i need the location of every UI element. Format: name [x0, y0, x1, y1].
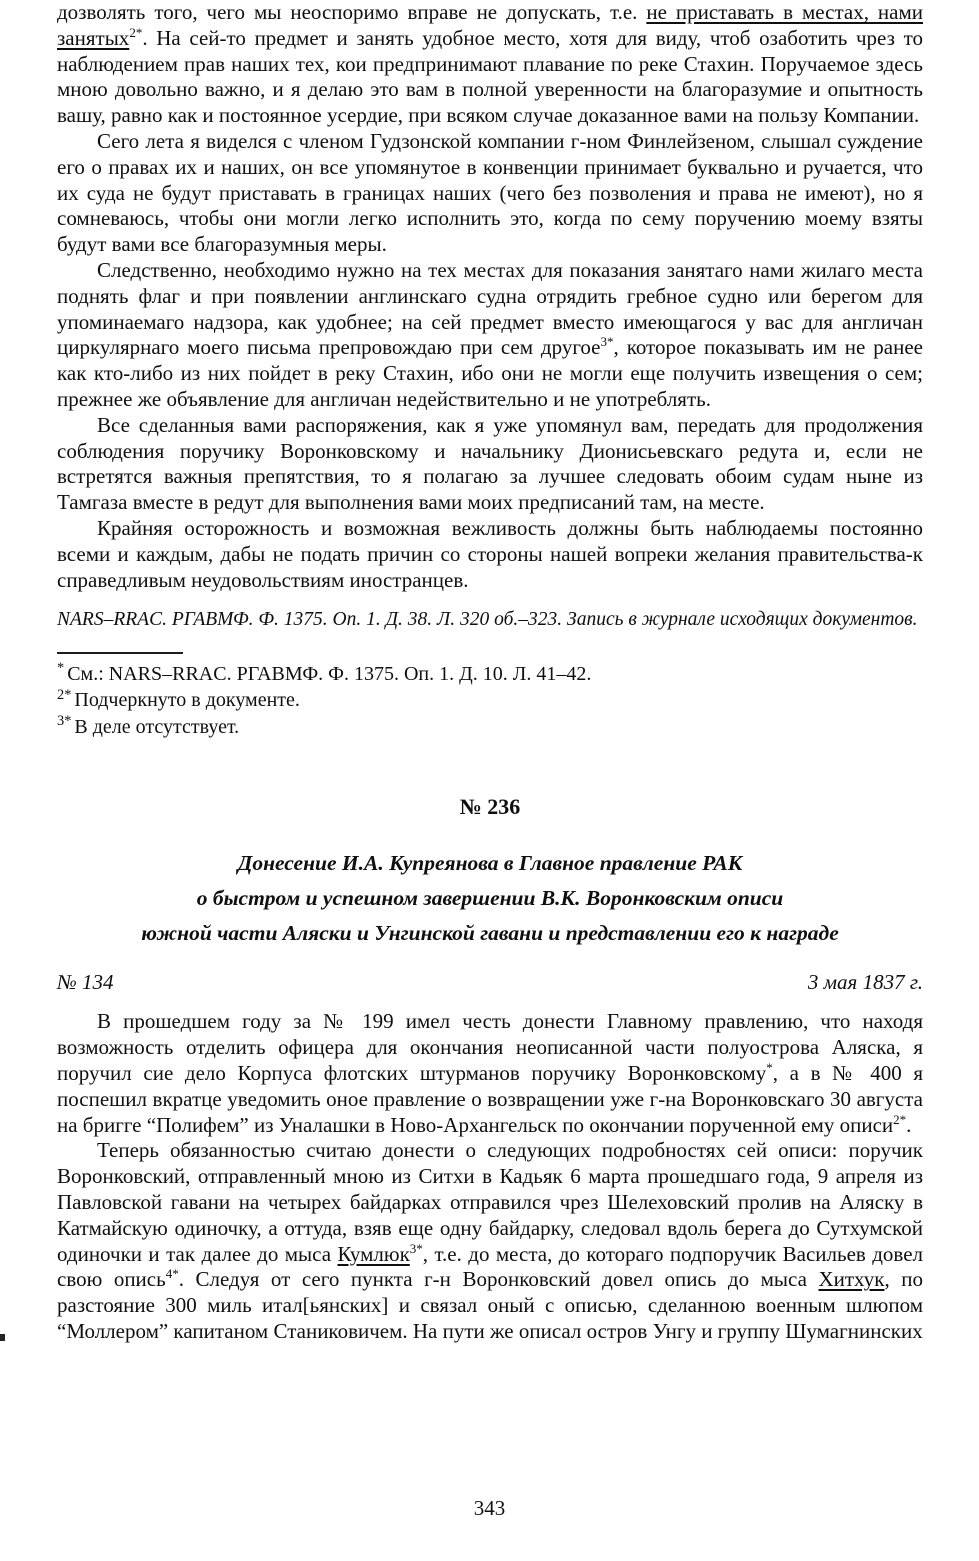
paragraph: Крайняя осторожность и возможная вежливость должны быть наблюдаемы постоянно всеми и каждым, дабы не подать причин со стороны нашей вопреки желания правительства-к справедливым неудовольствиям иностранцев.: [57, 515, 923, 592]
footnote-text: См.: NARS–RRAC. РГАВМФ. Ф. 1375. Оп. 1. Д. 10. Л. 41–42.: [67, 662, 592, 685]
document-meta-row: [57, 969, 923, 995]
archival-source-line: NARS–RRAC. РГАВМФ. Ф. 1375. Оп. 1. Д. 38. Л. 320 об.–323. Запись в журнале исходящих документов.: [57, 609, 918, 631]
document-title-line: Донесение И.А. Купреянова в Главное правление РАК: [237, 851, 743, 876]
paragraph: Все сделанныя вами распоряжения, как я уже упомянул вам, передать для продолжения соблюдения поручику Воронковскому и начальнику Дионисьевскаго редута и, если не встретятся важныя препятствия, то я полагаю за лучшее следовать обоим судам ныне из Тамгаза вместе в редут для выполнения вами моих предписаний там, на месте.: [57, 412, 923, 515]
page-number: 343: [473, 1496, 506, 1520]
footnote-marker: *: [57, 660, 65, 677]
document-title-line: о быстром и успешном завершении В.К. Воронковским описи: [196, 886, 784, 911]
paragraph: В прошедшем году за № 199 имел честь донести Главному правлению, что находя возможность отделить офицера для окончания неописанной части полуострова Аляска, я поручил сие дело Корпуса флотских штурманов поручику Воронковскому*, а в № 400 я поспешил вкратце уведомить оное правление о возвращении уже г-на Воронковскаго 30 августа на бригге “Полифем” из Уналашки в Ново-Архангельск по окончании порученной ему описи$^{2*}$.: [57, 1009, 923, 1137]
document-title: [57, 846, 923, 951]
footnote: [57, 687, 923, 714]
footnote-marker: 2*: [57, 686, 72, 703]
footnote: [57, 714, 923, 741]
scan-edge-artifact: [0, 1334, 5, 1341]
document-title-line: южной части Аляски и Унгинской гавани и представлении его к награде: [141, 921, 839, 946]
document-date: 3 мая 1837 г.: [807, 970, 923, 995]
paragraph: Теперь обязанностью считаю донести о следующих подробностях сей описи: поручик Воронковский, отправленный мною из Ситхи в Кадьяк 6 марта прошедшаго года, 9 апреля из Павловской гавани на четырех байдарках отправился чрез Шелеховский пролив на Аляску в Катмайскую одиночку, а оттуда, взяв еще одну байдарку, следовал вдоль берега до Сутхумской одиночки и так далее до мыса Кумлюк$^{3*}$, т.е. до места, до котораго подпоручик Васильев довел свою опись$^{4*}$. Следуя от сего пункта г-н Воронковский довел опись до мыса Хитхук, по разстояние 300 миль итал[ьянских] и связал оный с описью, сделанною военным шлюпом “Моллером” капитаном Станиковичем. На пути же описал остров Унгу и группу Шумагнинских: [57, 1138, 923, 1343]
paragraph: Следственно, необходимо нужно на тех местах для показания занятаго нами жилаго места поднять флаг и при появлении англинскаго судна отрядить гребное судно или берегом для упоминаемаго надзора, как удобнее; на сей предмет вместо имеющагося у вас для англичан циркулярнаго моего письма препровождаю при сем другое$^{3*}$, которое показывать им не ранее как кто-либо из них пойдет в реку Стахин, ибо они не могли еще получить извещения о сем; прежнее же объявление для англичан недействительно и не употреблять.: [57, 257, 923, 411]
footnote-marker: 3*: [57, 713, 72, 730]
paragraph: Сего лета я виделся с членом Гудзонской компании г-ном Финлейзеном, слышал суждение его о правах их и наших, он все упомянутое в конвенции принимает буквально и ручается, что их суда не будут приставать в границах наших (чего без позволения и права не имеют), но я сомневаюсь, чтобы они могли легко исполнить это, когда по сему поручению моему взяты будут вами все благоразумныя меры.: [57, 128, 923, 257]
footnote-text: Подчеркнуто в документе.: [74, 689, 300, 712]
text-column: [57, 0, 923, 1345]
document-number-heading: № 236: [459, 794, 521, 820]
footnote: [57, 661, 923, 688]
paragraph: дозволять того, чего мы неоспоримо вправе не допускать, т.е. не приставать в местах, нами занятых$^{2*}$. На сей-то предмет и занять удобное место, хотя для виду, чтоб озаботить чрез то наблюдением прав наших тех, кои предпринимают плавание по реке Стахин. Поручаемое здесь мною довольно важно, и я делаю это вам в полной уверенности на благоразумие и опытность вашу, равно как и постоянное усердие, при всяком случае доказанное вами на пользу Компании.: [57, 0, 924, 128]
footnote-separator: [57, 652, 183, 654]
document-body: [57, 1009, 923, 1344]
footnotes: [57, 661, 923, 741]
document-number: № 134: [57, 970, 114, 995]
footnote-text: В деле отсутствует.: [74, 715, 240, 738]
